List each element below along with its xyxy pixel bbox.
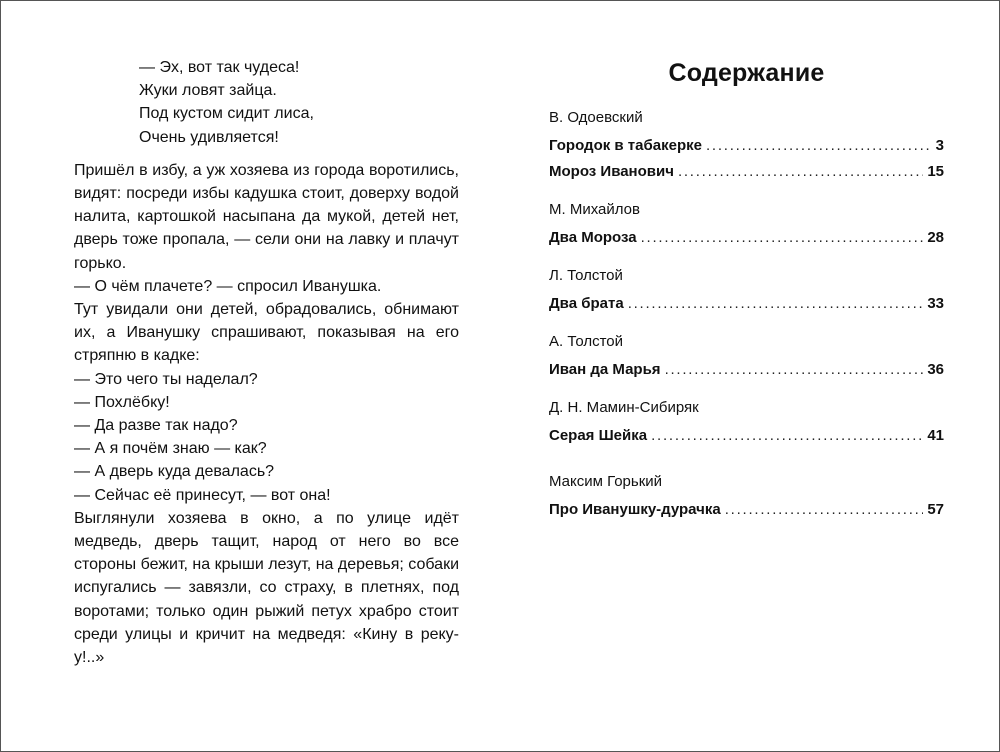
- dot-leader: [678, 159, 923, 185]
- dialogue-line: — А я почём знаю — как?: [74, 440, 267, 458]
- toc-entry-page: 33: [927, 295, 944, 312]
- toc-entry-title: Городок в табакерке: [549, 137, 702, 154]
- paragraph: Тут увидали они детей, обрадовались, обнимают их, а Иванушку спрашивают, показывая на его стряпню в кадке:: [74, 301, 459, 365]
- left-page: [74, 56, 459, 669]
- toc-entry[interactable]: [549, 133, 944, 159]
- toc-group: [549, 265, 944, 317]
- toc-entry-page: 3: [935, 137, 944, 154]
- toc-title: Содержание: [668, 59, 825, 87]
- toc-entry[interactable]: [549, 291, 944, 317]
- toc-entry-page: 41: [927, 427, 944, 444]
- poem-line: Под кустом сидит лиса,: [139, 105, 314, 123]
- prose: [74, 159, 459, 669]
- toc-author: Л. Толстой: [549, 267, 623, 284]
- toc-entry-title: Про Иванушку-дурачка: [549, 501, 721, 518]
- toc-author: Д. Н. Мамин-Сибиряк: [549, 399, 699, 416]
- toc-entry[interactable]: [549, 159, 944, 185]
- paragraph: Пришёл в избу, а уж хозяева из города воротились, видят: посреди избы кадушка стоит, доверху водой налита, картошкой насыпана да мукой, детей нет, дверь тоже пропала, — сели они на лавку и плачут горько.: [74, 161, 459, 272]
- toc-author: М. Михайлов: [549, 201, 640, 218]
- paragraph: Выглянули хозяева в окно, а по улице идёт медведь, дверь тащит, народ от него во все стороны бежит, на крыши лезут, на деревья; собаки испугались — завязли, со страху, в плетнях, под воротами; только один рыжий петух храбро стоит среди улицы и кричит на медведя: «Кину в реку-у!..»: [74, 509, 460, 667]
- dot-leader: [651, 423, 923, 449]
- dot-leader: [706, 133, 932, 159]
- toc-author: А. Толстой: [549, 333, 624, 350]
- toc-entry-title: Иван да Марья: [549, 361, 661, 378]
- toc-entry-page: 57: [927, 501, 944, 518]
- poem-line: Жуки ловят зайца.: [139, 82, 277, 100]
- dot-leader: [641, 225, 924, 251]
- toc-group: [549, 331, 944, 383]
- poem-line: — Эх, вот так чудеса!: [139, 59, 300, 76]
- toc-entry[interactable]: [549, 225, 944, 251]
- toc-entry-title: Мороз Иванович: [549, 163, 674, 180]
- toc-entry-title: Два брата: [549, 295, 624, 312]
- toc-group: [549, 199, 944, 251]
- toc-group: [549, 107, 944, 185]
- dot-leader: [725, 497, 924, 523]
- dialogue-line: — Да разве так надо?: [74, 417, 238, 435]
- toc-entry-page: 36: [927, 361, 944, 378]
- toc-entry-title: Серая Шейка: [549, 427, 648, 444]
- toc-entry[interactable]: [549, 357, 944, 383]
- poem: [139, 56, 459, 149]
- dialogue-line: — А дверь куда девалась?: [74, 463, 275, 481]
- dialogue-line: — Это чего ты наделал?: [74, 370, 258, 388]
- poem-line: Очень удивляется!: [139, 128, 279, 146]
- toc-entry[interactable]: [549, 423, 944, 449]
- toc-group: [549, 471, 944, 523]
- toc-author: В. Одоевский: [549, 109, 643, 126]
- toc-author: Максим Горький: [549, 473, 663, 490]
- dot-leader: [665, 357, 924, 383]
- dialogue-line: — Похлёбку!: [74, 393, 170, 411]
- dot-leader: [628, 291, 924, 317]
- dialogue-line: — О чём плачете? — спросил Иванушка.: [74, 277, 382, 295]
- toc-entry-page: 15: [927, 163, 944, 180]
- toc-entry[interactable]: [549, 497, 944, 523]
- toc-group: [549, 397, 944, 449]
- right-page: [549, 59, 944, 537]
- toc-entry-page: 28: [927, 229, 944, 246]
- toc-entry-title: Два Мороза: [549, 229, 637, 246]
- dialogue-line: — Сейчас её принесут, — вот она!: [74, 486, 331, 504]
